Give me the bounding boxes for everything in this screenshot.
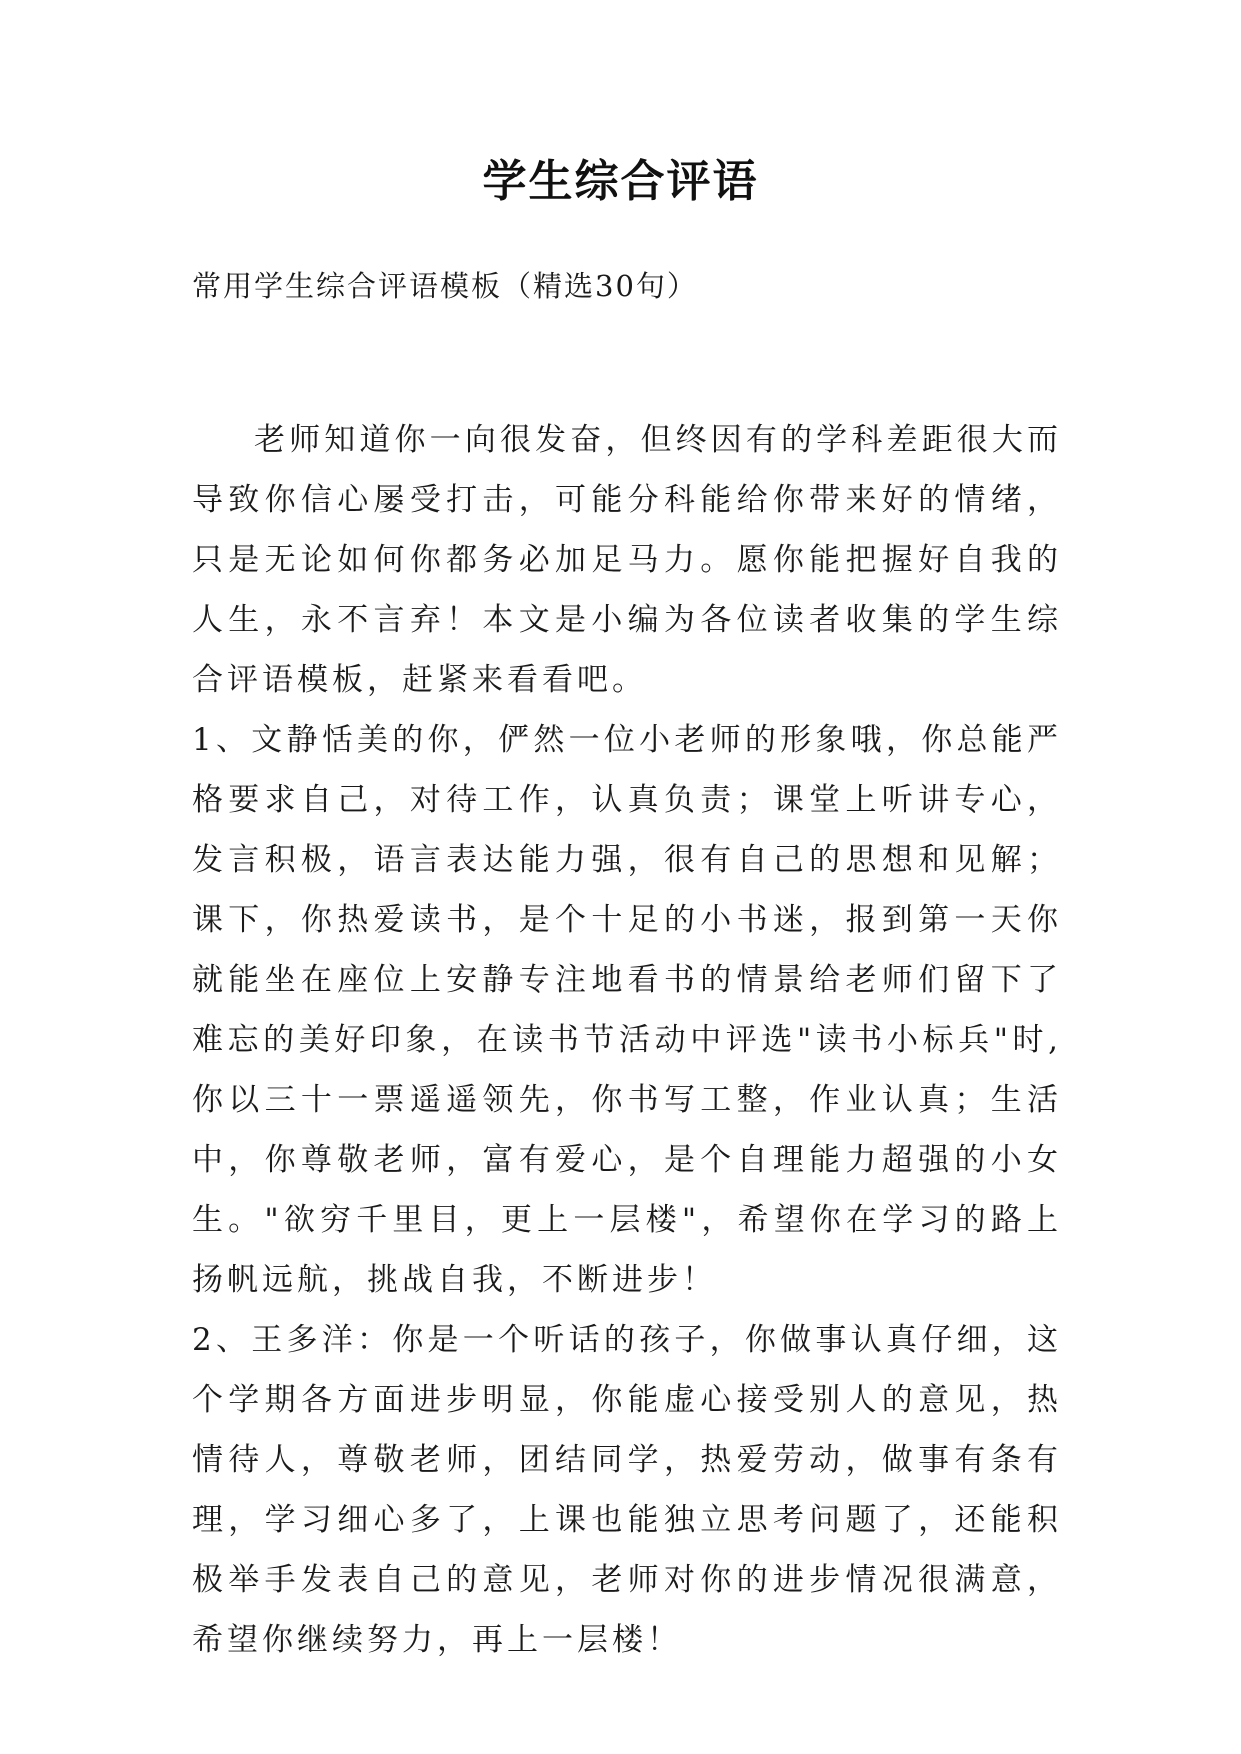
document-title: 学生综合评语	[482, 156, 759, 207]
intro-paragraph: 老师知道你一向很发奋，但终因有的学科差距很大而导致你信心屡受打击，可能分科能给你带来好的情绪，只是无论如何你都务必加足马力。愿你能把握好自我的人生，永不言弃！本文是小编为各位读者收集的学生综合评语模板，赶紧来看看吧。	[192, 422, 1062, 698]
document-body	[192, 410, 1062, 1670]
document-subtitle: 常用学生综合评语模板（精选30句）	[192, 269, 698, 303]
comment-item-1: 1、文静恬美的你，俨然一位小老师的形象哦，你总能严格要求自己，对待工作，认真负责；课堂上听讲专心，发言积极，语言表达能力强，很有自己的思想和见解；课下，你热爱读书，是个十足的小书迷，报到第一天你就能坐在座位上安静专注地看书的情景给老师们留下了难忘的美好印象，在读书节活动中评选"读书小标兵"时,你以三十一票遥遥领先，你书写工整，作业认真；生活中，你尊敬老师，富有爱心，是个自理能力超强的小女生。"欲穷千里目，更上一层楼"，希望你在学习的路上扬帆远航，挑战自我，不断进步！	[192, 722, 1062, 1298]
comment-item-2: 2、王多洋：你是一个听话的孩子，你做事认真仔细，这个学期各方面进步明显，你能虚心接受别人的意见，热情待人，尊敬老师，团结同学，热爱劳动，做事有条有理，学习细心多了，上课也能独立思考问题了，还能积极举手发表自己的意见，老师对你的进步情况很满意，希望你继续努力，再上一层楼！	[192, 1322, 1062, 1658]
